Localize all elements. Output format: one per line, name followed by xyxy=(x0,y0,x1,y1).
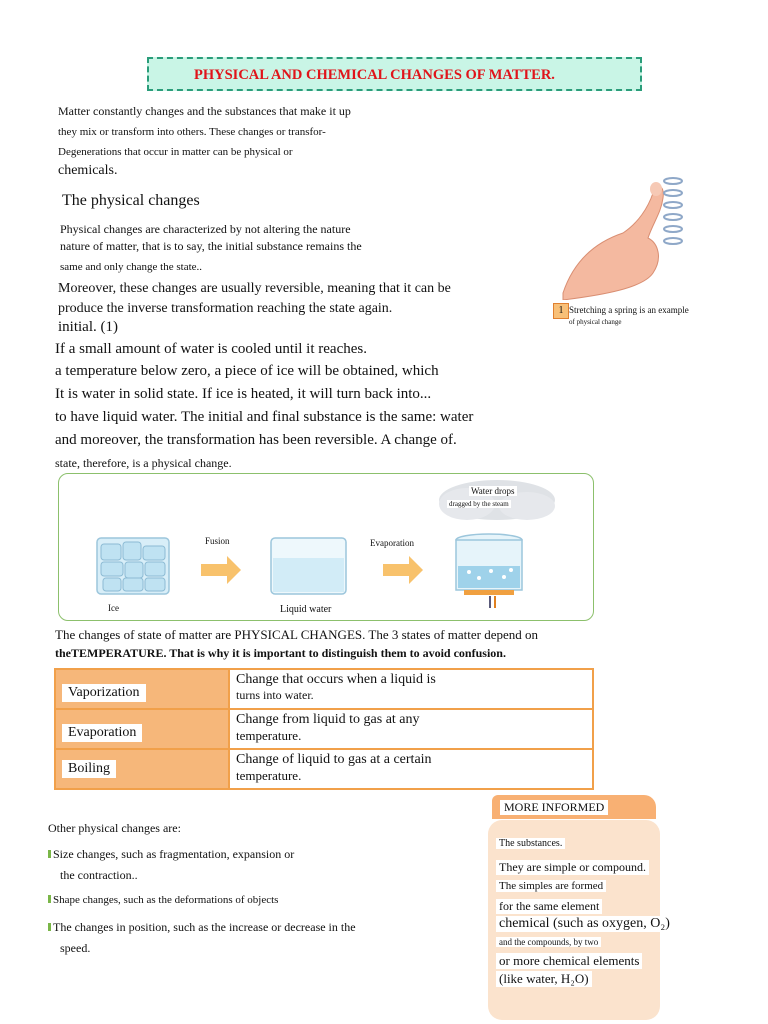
more-line-7: or more chemical elements xyxy=(496,953,642,969)
physical-par2-line-2: produce the inverse transformation reaching the state again. xyxy=(58,301,393,316)
term-vaporization: Vaporization xyxy=(62,684,146,702)
more-line-1: The substances. xyxy=(496,838,565,849)
physical-par2-line-1: Moreover, these changes are usually reversible, meaning that it can be xyxy=(58,281,451,296)
physical-par3-line-2: a temperature below zero, a piece of ice will be obtained, which xyxy=(55,363,439,379)
table-row xyxy=(55,669,593,709)
more-line-2: They are simple or compound. xyxy=(496,860,649,875)
more-informed-tab xyxy=(492,795,656,819)
physical-par3-line-5: and moreover, the transformation has been reversible. A change of. xyxy=(55,432,457,448)
term-boiling: Boiling xyxy=(62,760,116,778)
label-liquid-water: Liquid water xyxy=(280,604,332,615)
term-evaporation: Evaporation xyxy=(62,724,142,742)
state-changes-table xyxy=(54,668,594,790)
def-evaporation-1: Change from liquid to gas at any xyxy=(236,712,420,727)
intro-line-4: chemicals. xyxy=(58,163,118,178)
photo-caption-line-1: Stretching a spring is an example xyxy=(569,305,689,315)
other-heading: Other physical changes are: xyxy=(48,821,181,835)
more-line-8: (like water, H₂O) xyxy=(496,971,592,987)
states-line-2: theTEMPERATURE. That is why it is important to distinguish them to avoid confusion. xyxy=(55,646,506,660)
intro-line-2: they mix or transform into others. These changes or transfor- xyxy=(58,126,326,138)
physical-par3-end: state, therefore, is a physical change. xyxy=(55,456,232,470)
table-row xyxy=(55,749,593,789)
label-ice: Ice xyxy=(108,603,119,613)
label-water-drops: Water drops xyxy=(471,486,515,496)
table-row xyxy=(55,709,593,749)
more-line-5: chemical (such as oxygen, O₂) xyxy=(496,916,673,932)
bullet-icon xyxy=(48,850,51,858)
other-item-1 xyxy=(48,847,294,862)
label-evaporation: Evaporation xyxy=(370,538,414,548)
other-item-2-text: Shape changes, such as the deformations of objects xyxy=(53,894,279,906)
caption-number-badge: 1 xyxy=(553,303,569,319)
page-title: PHYSICAL AND CHEMICAL CHANGES OF MATTER. xyxy=(194,67,555,83)
intro-line-1: Matter constantly changes and the substances that make it up xyxy=(58,104,351,118)
title-banner xyxy=(147,57,642,91)
def-vaporization-2: turns into water. xyxy=(236,688,314,702)
label-dragged-by-steam: dragged by the steam xyxy=(449,500,509,508)
other-item-1-cont: the contraction.. xyxy=(60,868,138,882)
physical-heading: The physical changes xyxy=(62,192,200,209)
intro-line-3: Degenerations that occur in matter can be physical or xyxy=(58,146,293,158)
more-informed-label: MORE INFORMED xyxy=(500,800,608,815)
physical-par1-line-3: same and only change the state.. xyxy=(60,261,203,273)
physical-par1-line-2: nature of matter, that is to say, the initial substance remains the xyxy=(60,239,362,253)
label-fusion: Fusion xyxy=(205,536,230,546)
bullet-icon xyxy=(48,923,51,931)
photo-caption-line-2: of physical change xyxy=(569,318,622,326)
def-boiling-1: Change of liquid to gas at a certain xyxy=(236,752,432,767)
physical-par3-line-3: It is water in solid state. If ice is heated, it will turn back into... xyxy=(55,386,432,402)
more-line-4: for the same element xyxy=(496,899,602,914)
other-item-2 xyxy=(48,894,278,906)
more-informed-box xyxy=(488,820,670,1020)
bullet-icon xyxy=(48,895,51,903)
physical-par1-line-1: Physical changes are characterized by not altering the nature xyxy=(60,222,351,236)
def-boiling-2: temperature. xyxy=(236,768,302,783)
other-item-3-text: The changes in position, such as the increase or decrease in the xyxy=(53,920,356,934)
def-evaporation-2: temperature. xyxy=(236,728,302,743)
physical-par3-line-4: to have liquid water. The initial and final substance is the same: water xyxy=(55,409,474,425)
other-item-1-text: Size changes, such as fragmentation, expansion or xyxy=(53,847,295,861)
other-item-3-cont: speed. xyxy=(60,941,91,955)
states-line-1: The changes of state of matter are PHYSICAL CHANGES. The 3 states of matter depend on xyxy=(55,627,539,642)
more-line-6: and the compounds, by two xyxy=(496,937,601,947)
other-item-3 xyxy=(48,920,356,935)
def-vaporization-1: Change that occurs when a liquid is xyxy=(236,672,436,687)
spring-photo xyxy=(553,163,686,300)
physical-par2-line-3: initial. (1) xyxy=(58,319,118,335)
state-change-diagram xyxy=(58,473,594,621)
physical-par3-line-1: If a small amount of water is cooled until it reaches. xyxy=(55,341,367,357)
more-line-3: The simples are formed xyxy=(496,880,606,892)
